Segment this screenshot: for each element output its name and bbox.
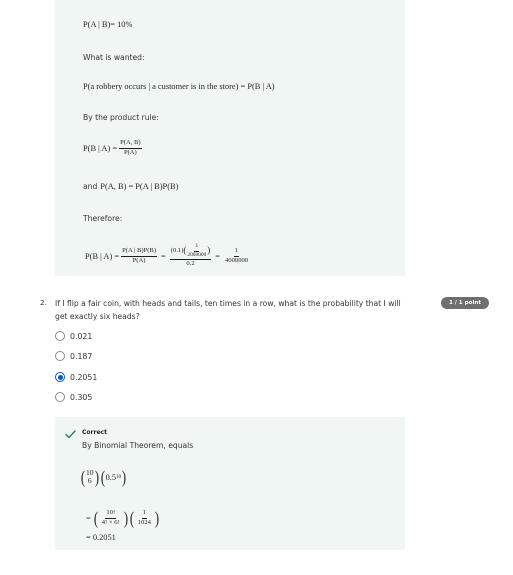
option-label-4[interactable]: 0.305 (70, 393, 93, 402)
question-text: If I flip a fair coin, with heads and tails, ten times in a row, what is the probability that I will get exactly six heads? (55, 299, 401, 321)
check-icon (65, 426, 76, 444)
product-rule-fraction (119, 140, 142, 157)
feedback-intro: By Binomial Theorem, equals (82, 441, 194, 450)
feedback-status: Correct (82, 429, 107, 436)
feedback-result: = 0.2051 (86, 533, 116, 542)
option-radio-4[interactable] (55, 392, 65, 402)
final-denominator-2: 0.2 (186, 260, 195, 268)
option-label-1[interactable]: 0.021 (70, 332, 93, 341)
factorial-equals: = (86, 513, 91, 523)
wanted-label: What is wanted: (83, 53, 145, 62)
binom-exponent: 10 (116, 474, 122, 480)
binom-top: 10 (86, 467, 94, 477)
option-label-2[interactable]: 0.187 (70, 352, 93, 361)
and-line (83, 182, 178, 191)
therefore-label: Therefore: (83, 214, 123, 223)
binom-bottom: 6 (87, 476, 92, 485)
option-radio-3[interactable] (55, 372, 65, 382)
given-probability: P(A | B)= 10% (83, 20, 133, 29)
and-prefix: and (83, 182, 98, 191)
binomial-coefficient (86, 469, 94, 486)
factorial-expression: = ( $\frac{10!}{4! \times 6!}$ ) ( $\frac{1}{1024}$ ) (86, 508, 160, 528)
final-fraction (121, 248, 157, 265)
product-rule-formula (83, 140, 144, 157)
and-formula: P(A, B) = P(A | B)P(B) (100, 182, 179, 191)
final-num2-inner-num: 1 (194, 244, 199, 252)
wanted-formula: P(a robbery occurs | a customer is in the store) = P(B | A) (83, 82, 275, 91)
final-lhs: P(B | A) = (85, 251, 120, 261)
product-rule-label: By the product rule: (83, 113, 159, 122)
factorial-frac1-num: 10! (105, 510, 116, 519)
factorial-frac2-num: 1 (142, 510, 147, 519)
final-num2-inner-fraction (186, 244, 207, 258)
previous-explanation-panel (55, 0, 405, 276)
final-result-numerator: 1 (234, 248, 239, 257)
option-radio-2[interactable] (55, 351, 65, 361)
option-label-3[interactable]: 0.2051 (70, 373, 98, 382)
product-rule-lhs: P(B | A) = (83, 143, 118, 153)
factorial-frac2-den: 1024 (137, 518, 151, 526)
final-result-denominator: 4000000 (225, 256, 249, 264)
binomial-expression: ( 10 6 ) ( 0.5 10 ) (80, 467, 127, 487)
final-formula (85, 244, 251, 268)
question-number: 2. (40, 298, 47, 307)
final-equals-2: = (215, 251, 221, 261)
factorial-fraction-1 (101, 510, 121, 527)
product-rule-numerator: P(A, B) (119, 140, 142, 149)
factorial-frac1-den: 4! × 6! (101, 518, 120, 526)
factorial-fraction-2 (137, 510, 152, 527)
score-badge: 1 / 1 point (441, 297, 489, 309)
binom-base: 0.5 (105, 472, 117, 482)
final-num2-prefix: (0.1) (170, 246, 184, 254)
final-denominator: P(A) (132, 256, 146, 264)
option-radio-1[interactable] (55, 331, 65, 341)
final-num2-inner-den: 2000000 (187, 251, 207, 258)
final-result-fraction (224, 248, 249, 265)
product-rule-denominator: P(A) (123, 148, 137, 156)
final-numerator-2: (0.1) ( $\frac{1}{2000000}$ ) (170, 244, 212, 260)
final-numerator: P(A | B)P(B) (121, 248, 157, 257)
final-fraction-2 (170, 244, 212, 268)
final-equals: = (161, 251, 166, 261)
